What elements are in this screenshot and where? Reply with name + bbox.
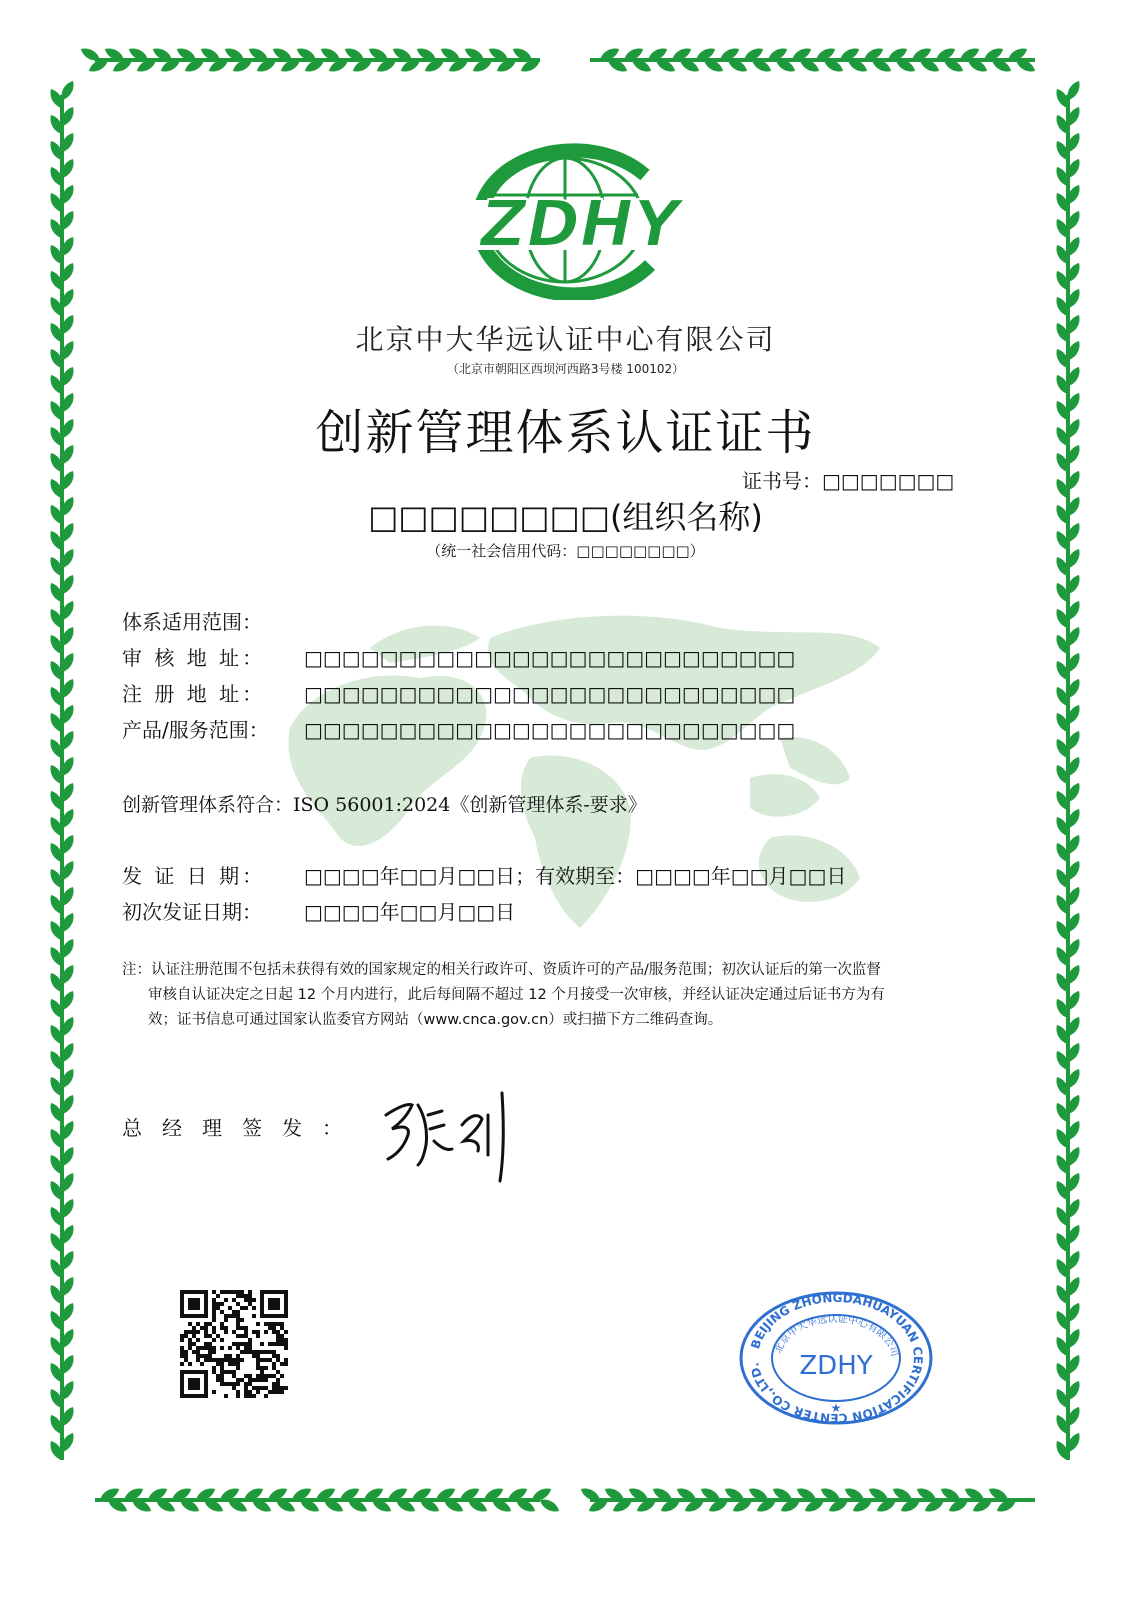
scope-row xyxy=(122,606,304,635)
seal-inner-text: 北京中大华远认证中心有限公司 xyxy=(772,1313,900,1358)
seal-star-icon: ★ xyxy=(830,1401,842,1415)
issue-date-value: □□□□年□□月□□日；有效期至：□□□□年□□月□□日 xyxy=(304,864,847,888)
certificate-title: 创新管理体系认证证书 xyxy=(315,405,816,461)
certificate-number-label: 证书号： xyxy=(742,469,822,493)
handwritten-signature xyxy=(378,1085,528,1185)
signature-label: 总经理签发： xyxy=(122,1116,362,1140)
scope-label: 体系适用范围： xyxy=(122,610,262,634)
product-scope-row xyxy=(122,714,795,743)
audit-address-row xyxy=(122,642,795,671)
credit-code: （统一社会信用代码：□□□□□□□□） xyxy=(426,542,705,560)
certificate-number-value: □□□□□□□ xyxy=(822,469,955,493)
note-line-2: 审核自认证决定之日起 12 个月内进行，此后每间隔不超过 12 个月接受一次审核，并经认证决定通过后证书方为有 xyxy=(148,987,885,1003)
company-seal xyxy=(738,1290,934,1426)
first-issue-date-value: □□□□年□□月□□日 xyxy=(304,900,516,924)
seal-center-text: ZDHY xyxy=(799,1351,873,1381)
first-issue-date-row xyxy=(122,896,515,925)
certificate-note xyxy=(122,958,1007,1033)
first-issue-date-label: 初次发证日期： xyxy=(122,900,262,924)
issue-date-label: 发 证 日 期： xyxy=(122,864,266,888)
company-name: 北京中大华远认证中心有限公司 xyxy=(355,323,776,356)
company-logo xyxy=(430,140,700,300)
registered-address-row xyxy=(122,678,795,707)
issue-date-row xyxy=(122,860,846,889)
logo-text: ZDHY xyxy=(480,188,680,262)
registered-address-value: □□□□□□□□□□□□□□□□□□□□□□□□□□ xyxy=(304,682,796,706)
qr-code xyxy=(180,1290,288,1398)
audit-address-label: 审 核 地 址： xyxy=(122,646,266,670)
product-scope-label: 产品/服务范围： xyxy=(122,718,269,742)
standard-statement: 创新管理体系符合：ISO 56001:2024《创新管理体系-要求》 xyxy=(122,794,647,816)
registered-address-label: 注 册 地 址： xyxy=(122,682,266,706)
certificate-number xyxy=(742,465,954,494)
company-address: （北京市朝阳区西坝河西路3号楼 100102） xyxy=(446,362,685,376)
note-line-1: 注：认证注册范围不包括未获得有效的国家规定的相关行政许可、资质许可的产品/服务范围；初次认证后的第一次监督 xyxy=(122,962,881,978)
audit-address-value: □□□□□□□□□□□□□□□□□□□□□□□□□□ xyxy=(304,646,796,670)
note-line-3: 效；证书信息可通过国家认监委官方网站（www.cnca.gov.cn）或扫描下方二维码查询。 xyxy=(148,1012,723,1028)
seal-outer-text: BEIJING ZHONGDAHUAYUAN CERTIFICATION CENTER CO.,LTD. xyxy=(747,1290,926,1426)
product-scope-value: □□□□□□□□□□□□□□□□□□□□□□□□□□ xyxy=(304,718,796,742)
organization-name: □□□□□□□□(组织名称) xyxy=(368,498,763,536)
